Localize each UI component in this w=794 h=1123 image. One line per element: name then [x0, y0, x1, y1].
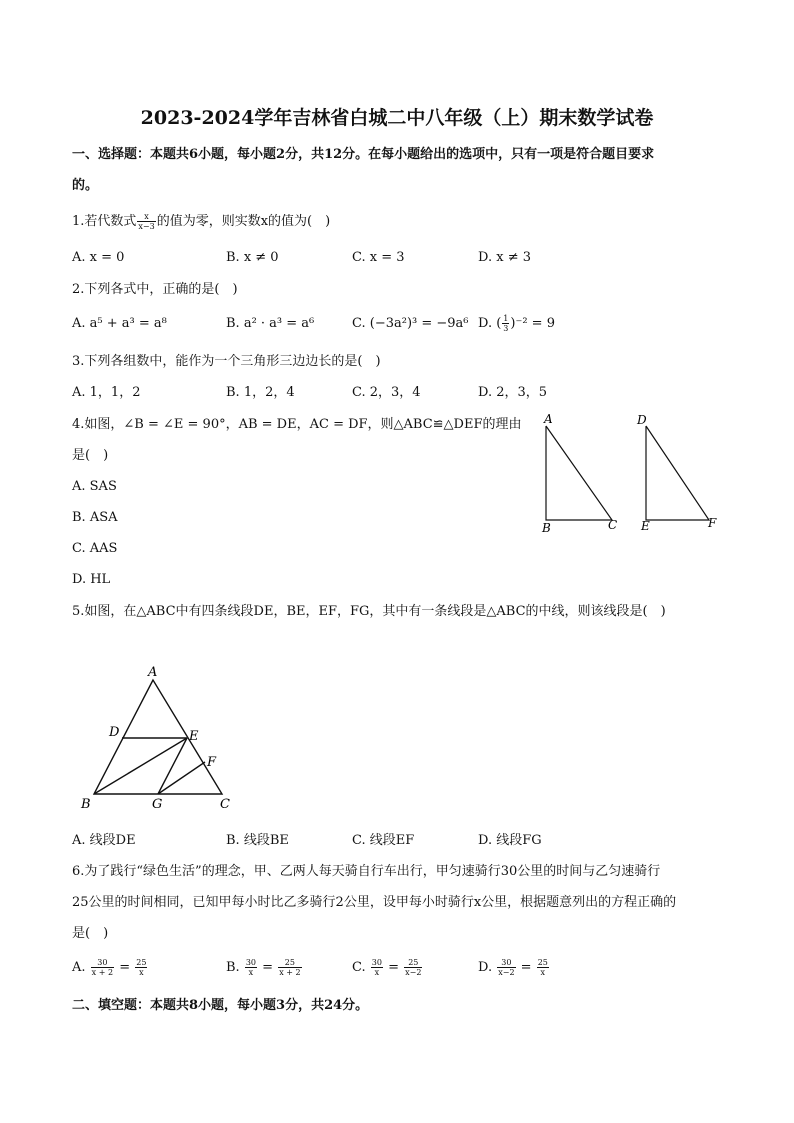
q6-a-ln: 30	[91, 958, 114, 968]
q4-label-c: C	[608, 518, 618, 532]
question-4-stem-line2: 是( )	[72, 448, 109, 463]
question-4-stem-line1: 4.如图，∠B = ∠E = 90°，AB = DE，AC = DF，则△ABC≌△DEF的理由	[72, 417, 522, 432]
question-6-stem-line2: 25公里的时间相同，已知甲每小时比乙多骑行2公里，设甲每小时骑行x公里，根据题意列出的方程正确的	[72, 895, 677, 910]
q4-label-d: D	[637, 413, 647, 427]
question-6-stem-line1: 6.为了践行“绿色生活”的理念，甲、乙两人每天骑自行车出行，甲匀速骑行30公里的时间与乙匀速骑行	[72, 864, 661, 879]
q5-label-e: E	[189, 729, 199, 744]
q6-option-a[interactable]: A. $\frac{30}{x + 2}$ = $\frac{25}{x}$	[72, 958, 147, 977]
q6-a-rn: 25	[136, 958, 147, 967]
section-1-heading-line2: 的。	[72, 178, 99, 193]
q6-d-ln: 30	[497, 958, 515, 968]
q6-c-rd: x−2	[405, 968, 422, 977]
q1-option-d[interactable]: D. x ≠ 3	[478, 250, 531, 265]
q5-label-c: C	[220, 797, 230, 812]
q6-c-rn: 25	[404, 958, 422, 968]
q5-triangle-figure	[72, 660, 247, 815]
q2-option-b[interactable]: B. a² · a³ = a⁶	[226, 316, 315, 331]
q6-b-rd: x + 2	[279, 968, 301, 977]
q1-frac-den: x−3	[138, 222, 155, 231]
q1-prefix: 1.若代数式	[72, 214, 137, 229]
q1-fraction	[137, 212, 155, 231]
q4-label-a: A	[544, 412, 553, 426]
section-1-heading-line1: 一、选择题：本题共6小题，每小题2分，共12分。在每小题给出的选项中，只有一项是符合题目要求	[72, 147, 655, 162]
q6-a-label: A.	[72, 960, 86, 975]
q1-option-a[interactable]: A. x = 0	[72, 250, 125, 265]
q5-label-d: D	[109, 725, 120, 740]
q1-suffix: 的值为零，则实数x的值为( )	[156, 214, 331, 229]
section-2-heading: 二、填空题：本题共8小题，每小题3分，共24分。	[72, 998, 369, 1013]
q6-c-left-frac	[371, 958, 383, 977]
q4-label-e: E	[641, 519, 650, 533]
q2-option-d[interactable]	[478, 314, 555, 333]
q6-a-ld: x + 2	[91, 968, 114, 977]
q5-option-a[interactable]: A. 线段DE	[72, 833, 136, 848]
q2-d-num: 1	[503, 314, 509, 323]
q4-option-c[interactable]: C. AAS	[72, 541, 118, 556]
q3-option-a[interactable]: A. 1，1，2	[72, 385, 141, 400]
question-6-stem-line3: 是( )	[72, 926, 109, 941]
q2-d-fraction	[502, 314, 509, 333]
q1-frac-num: x	[137, 212, 155, 222]
q6-d-label: D.	[478, 960, 493, 975]
segment-fg	[158, 762, 205, 794]
q4-label-f: F	[708, 516, 717, 530]
q5-label-f: F	[207, 755, 217, 770]
q4-option-b[interactable]: B. ASA	[72, 510, 118, 525]
q6-c-right-frac	[404, 958, 422, 977]
q6-d-rd: x	[540, 968, 546, 977]
q5-option-c[interactable]: C. 线段EF	[352, 833, 415, 848]
q2-d-prefix: D. (	[478, 316, 502, 331]
question-2-stem: 2.下列各式中，正确的是( )	[72, 282, 238, 297]
q5-option-d[interactable]: D. 线段FG	[478, 833, 542, 848]
q4-triangles-figure	[535, 410, 725, 540]
q1-option-c[interactable]: C. x = 3	[352, 250, 405, 265]
q6-d-left-frac	[497, 958, 515, 977]
question-1-stem	[72, 212, 330, 231]
q6-b-label: B.	[226, 960, 240, 975]
q6-b-ld: x	[248, 968, 254, 977]
q5-label-b: B	[81, 797, 91, 812]
q6-a-rd: x	[139, 968, 144, 977]
q3-option-b[interactable]: B. 1，2，4	[226, 385, 295, 400]
triangle-def	[646, 426, 709, 520]
q6-b-left-frac	[245, 958, 257, 977]
question-5-stem: 5.如图，在△ABC中有四条线段DE，BE，EF，FG，其中有一条线段是△ABC的中线，则该线段是( )	[72, 604, 666, 619]
exam-title: 2023-2024学年吉林省白城二中八年级（上）期末数学试卷	[140, 107, 654, 129]
q3-option-d[interactable]: D. 2，3，5	[478, 385, 548, 400]
q6-d-rn: 25	[537, 958, 548, 967]
q6-a-left-frac	[91, 958, 114, 977]
q3-option-c[interactable]: C. 2，3，4	[352, 385, 421, 400]
q6-option-c[interactable]: C. $\frac{30}{x}$ = $\frac{25}{x-2}$	[352, 958, 422, 977]
q6-b-right-frac	[278, 958, 301, 977]
q4-option-d[interactable]: D. HL	[72, 572, 111, 587]
q5-label-a: A	[148, 665, 158, 680]
q6-c-ln: 30	[371, 958, 382, 967]
question-3-stem: 3.下列各组数中，能作为一个三角形三边边长的是( )	[72, 354, 381, 369]
q6-d-right-frac	[537, 958, 549, 977]
q6-d-ld: x−2	[498, 968, 515, 977]
q6-option-d[interactable]: D. $\frac{30}{x-2}$ = $\frac{25}{x}$	[478, 958, 548, 977]
q6-b-ln: 30	[245, 958, 257, 967]
q6-option-b[interactable]: B. $\frac{30}{x}$ = $\frac{25}{x + 2}$	[226, 958, 301, 977]
q2-d-suffix: )⁻² = 9	[510, 316, 555, 331]
q4-option-a[interactable]: A. SAS	[72, 479, 117, 494]
q6-c-ld: x	[374, 968, 380, 977]
q6-b-rn: 25	[278, 958, 301, 968]
q2-d-den: 3	[503, 324, 509, 333]
q5-option-b[interactable]: B. 线段BE	[226, 833, 289, 848]
q2-option-c[interactable]: C. (−3a²)³ = −9a⁶	[352, 316, 469, 331]
q4-label-b: B	[542, 521, 551, 535]
q6-a-right-frac	[135, 958, 147, 977]
q1-option-b[interactable]: B. x ≠ 0	[226, 250, 279, 265]
triangle-abc	[546, 426, 612, 520]
q2-option-a[interactable]: A. a⁵ + a³ = a⁸	[72, 316, 167, 331]
q6-c-label: C.	[352, 960, 366, 975]
q5-label-g: G	[152, 797, 163, 812]
